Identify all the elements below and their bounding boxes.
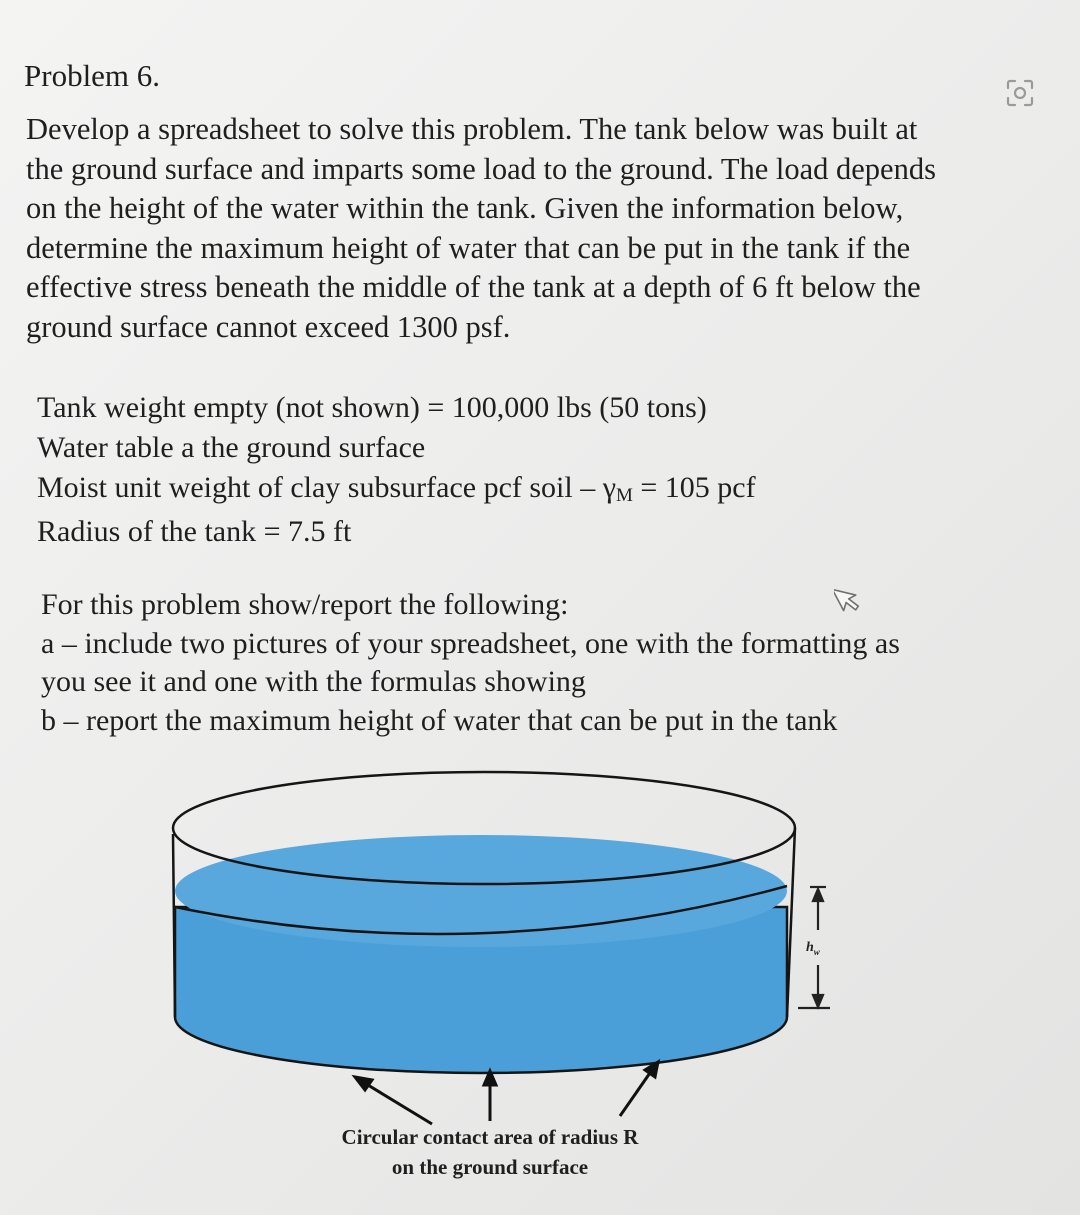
statement-line: ground surface cannot exceed 1300 psf. (26, 309, 511, 344)
statement-line: the ground surface and imparts some load to the ground. The load depends (26, 151, 936, 186)
statement-line: determine the maximum height of water that can be put in the tank if the (26, 230, 911, 265)
statement-line: on the height of the water within the tank. Given the information below, (26, 191, 904, 225)
moist-unit-weight-value: = 105 pcf (632, 471, 756, 504)
report-item-a: a – include two pictures of your spreadsheet, one with the formatting as (41, 626, 900, 660)
statement-line: effective stress beneath the middle of the tank at a depth of 6 ft below the (26, 270, 921, 304)
problem-title: Problem 6. (24, 58, 161, 93)
report-instructions (41, 586, 900, 740)
water-surface (175, 835, 787, 947)
caption-line: on the ground surface (391, 1155, 589, 1179)
gamma-subscript: M (615, 485, 633, 506)
tank-left-wall (173, 834, 175, 1017)
tank-weight: Tank weight empty (not shown) = 100,000 lbs (50 tons) (37, 391, 707, 424)
report-item-a-cont: you see it and one with the formulas showing (41, 665, 586, 698)
height-label: $h_w$ (806, 940, 820, 957)
report-intro: For this problem show/report the following: (41, 588, 569, 621)
moist-unit-weight-prefix: Moist unit weight of clay subsurface pcf soil – γ (37, 471, 616, 504)
statement-line: Develop a spreadsheet to solve this problem. The tank below was built at (26, 112, 918, 146)
scan-icon[interactable] (1003, 76, 1037, 110)
caption-line: Circular contact area of radius R (341, 1125, 639, 1149)
given-data (37, 388, 756, 552)
report-item-b: b – report the maximum height of water that can be put in the tank (41, 703, 838, 737)
moist-unit-weight (37, 468, 756, 512)
water-table: Water table a the ground surface (37, 431, 426, 464)
figure-caption (150, 1122, 830, 1182)
tank-radius: Radius of the tank = 7.5 ft (37, 515, 352, 548)
problem-statement (26, 110, 936, 347)
